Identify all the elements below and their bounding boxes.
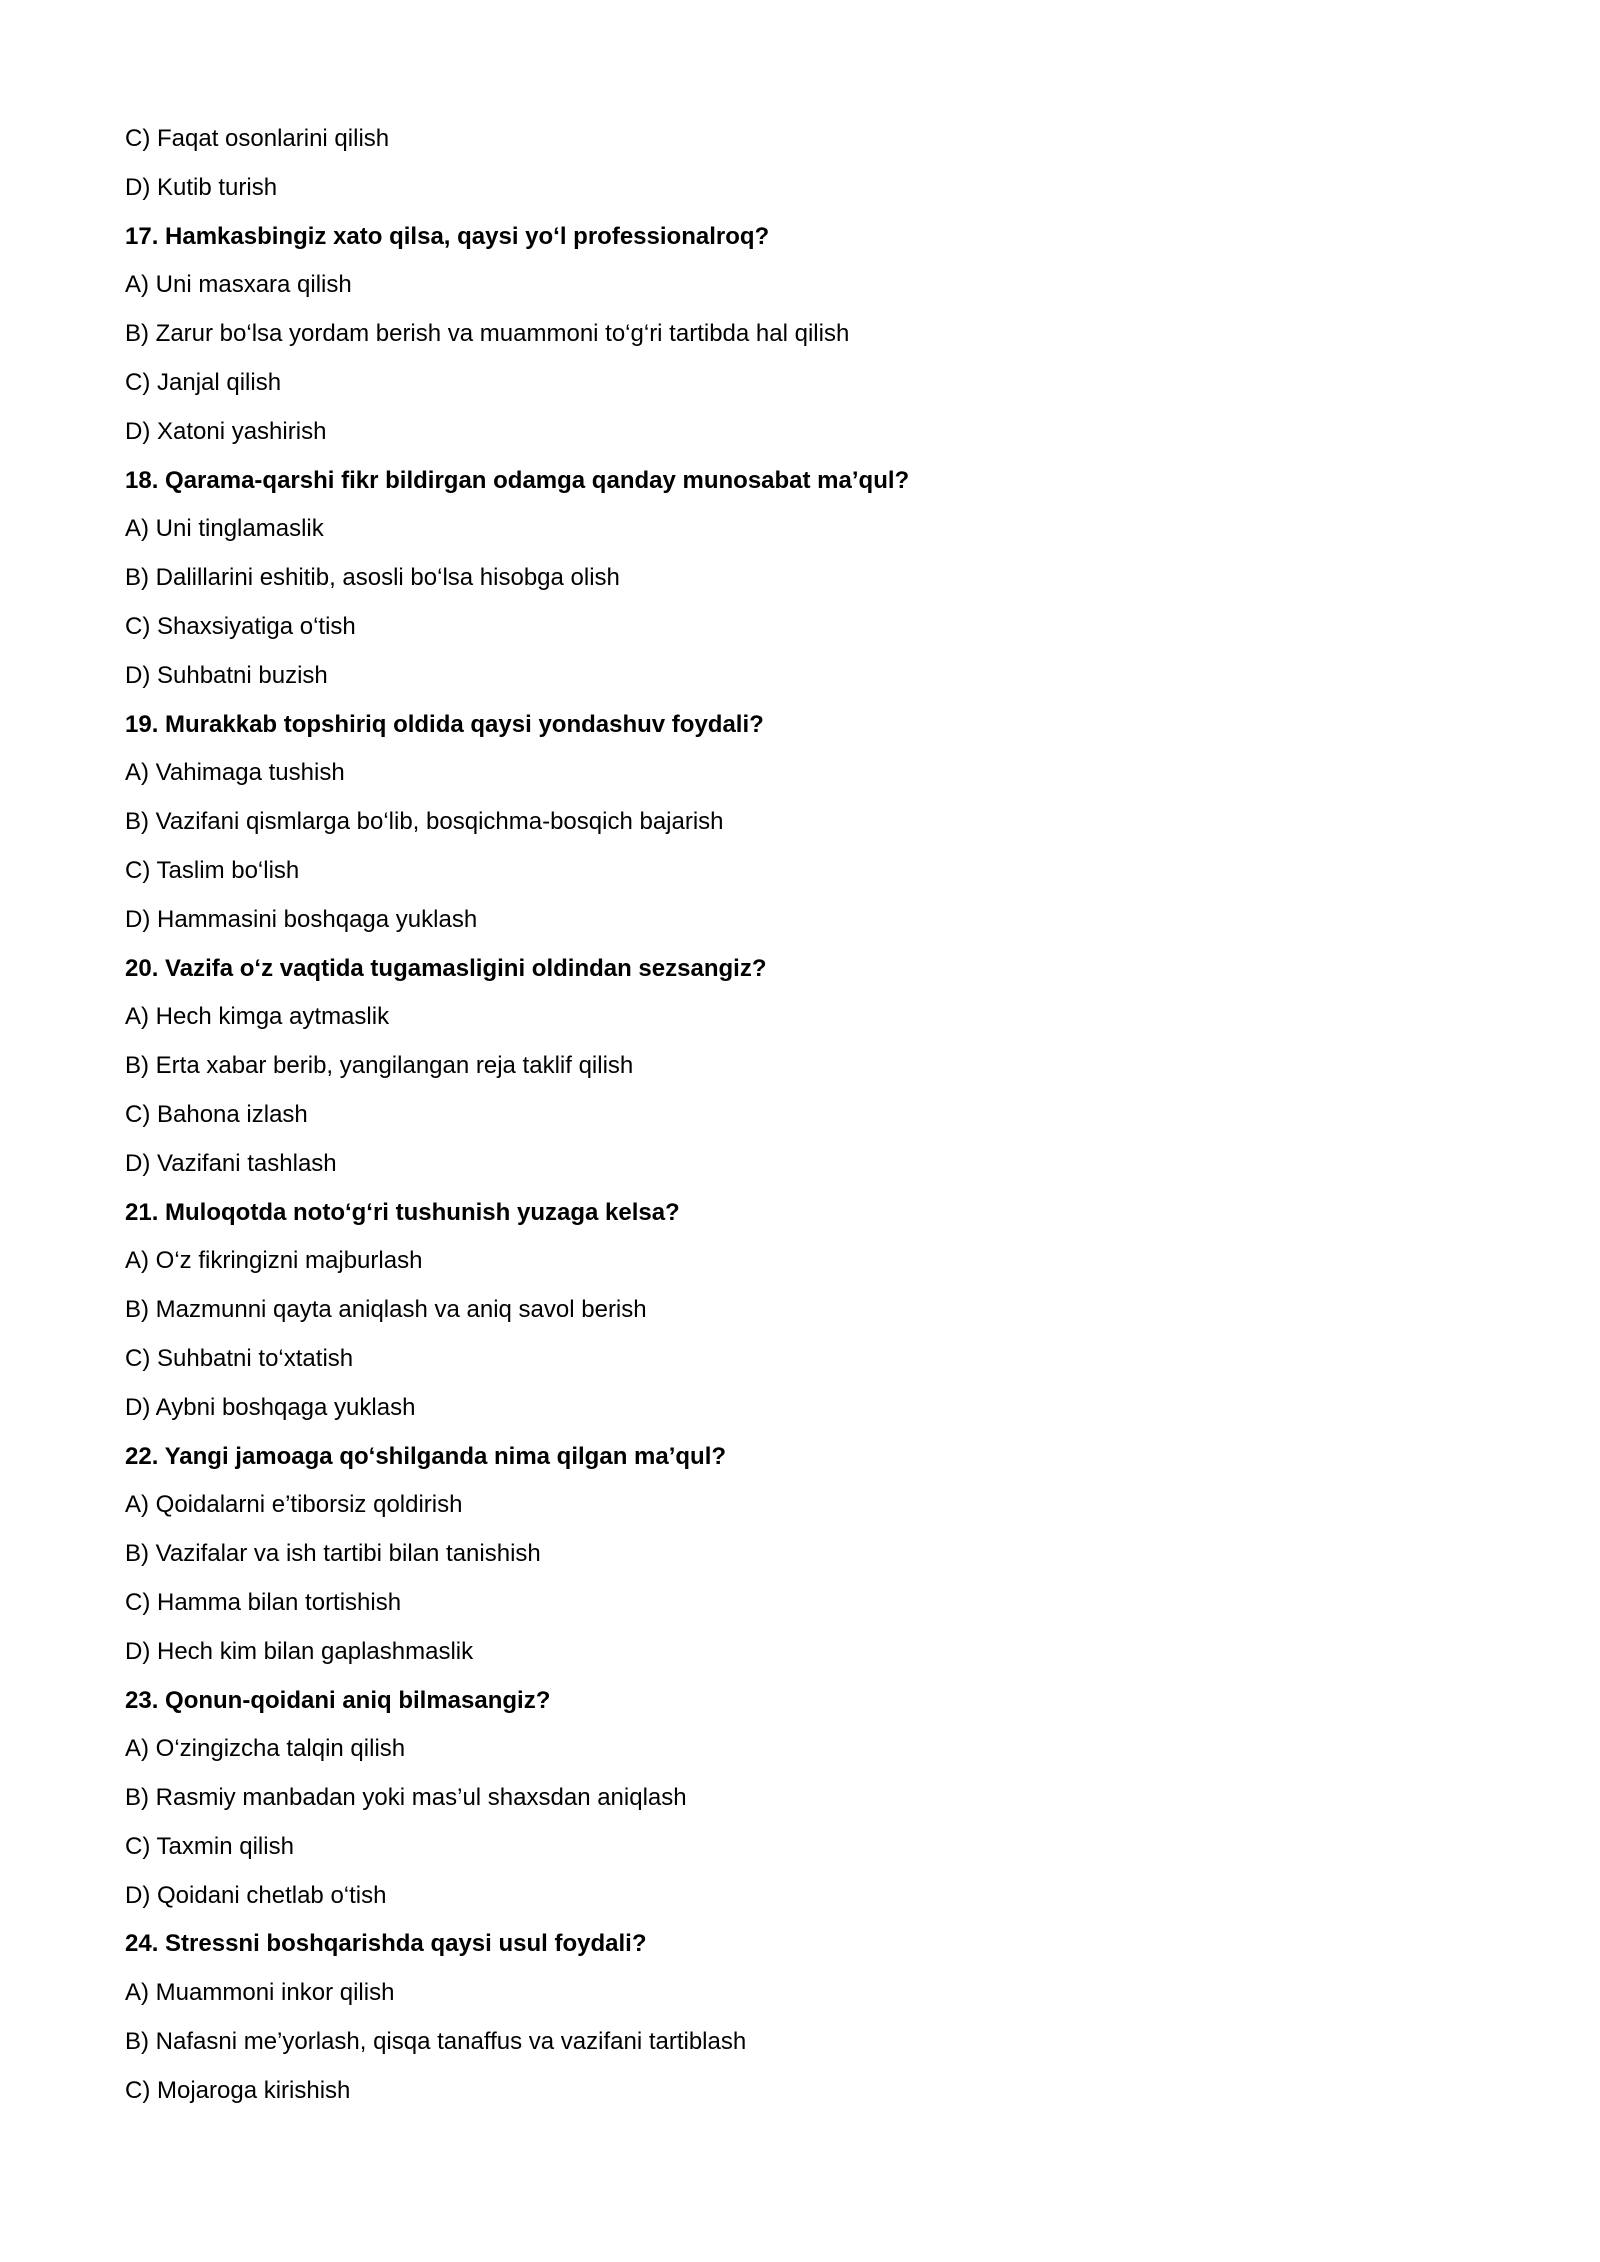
answer-option: D) Qoidani chetlab o‘tish (125, 1881, 387, 1909)
question-heading: 20. Vazifa o‘z vaqtida tugamasligini oldindan sezsangiz? (125, 954, 767, 982)
answer-option: D) Xatoni yashirish (125, 417, 327, 445)
answer-option: D) Kutib turish (125, 173, 278, 201)
answer-option: D) Vazifani tashlash (125, 1149, 337, 1177)
answer-option: C) Faqat osonlarini qilish (125, 125, 390, 152)
answer-option: C) Shaxsiyatiga o‘tish (125, 612, 356, 640)
question-heading: 19. Murakkab topshiriq oldida qaysi yondashuv foydali? (125, 710, 764, 738)
answer-option: A) O‘zingizcha talqin qilish (125, 1735, 406, 1763)
answer-option: C) Hamma bilan tortishish (125, 1588, 402, 1616)
question-list (125, 124, 909, 2125)
answer-option: C) Suhbatni to‘xtatish (125, 1344, 354, 1372)
answer-option: D) Aybni boshqaga yuklash (125, 1393, 416, 1421)
question-heading: 17. Hamkasbingiz xato qilsa, qaysi yo‘l professionalroq? (125, 222, 770, 250)
answer-option: C) Janjal qilish (125, 368, 282, 396)
answer-option: B) Vazifalar va ish tartibi bilan tanishish (125, 1540, 541, 1568)
answer-option: B) Erta xabar berib, yangilangan reja taklif qilish (125, 1052, 634, 1080)
answer-option: A) O‘z fikringizni majburlash (125, 1247, 423, 1275)
answer-option: B) Nafasni me’yorlash, qisqa tanaffus va vazifani tartiblash (125, 2028, 747, 2056)
answer-option: D) Hech kim bilan gaplashmaslik (125, 1637, 474, 1665)
answer-option: A) Uni masxara qilish (125, 271, 352, 299)
question-heading: 18. Qarama-qarshi fikr bildirgan odamga qanday munosabat ma’qul? (125, 466, 910, 494)
answer-option: A) Qoidalarni e’tiborsiz qoldirish (125, 1491, 463, 1519)
answer-option: C) Bahona izlash (125, 1100, 308, 1128)
answer-option: B) Dalillarini eshitib, asosli bo‘lsa hisobga olish (125, 564, 620, 592)
answer-option: D) Suhbatni buzish (125, 661, 328, 689)
answer-option: C) Taxmin qilish (125, 1832, 294, 1860)
answer-option: A) Vahimaga tushish (125, 759, 345, 787)
answer-option: A) Hech kimga aytmaslik (125, 1003, 390, 1031)
answer-option: C) Taslim bo‘lish (125, 856, 300, 884)
question-heading: 21. Muloqotda noto‘g‘ri tushunish yuzaga kelsa? (125, 1198, 680, 1226)
question-heading: 24. Stressni boshqarishda qaysi usul foydali? (125, 1930, 647, 1958)
answer-option: A) Uni tinglamaslik (125, 515, 324, 543)
answer-option: D) Hammasini boshqaga yuklash (125, 905, 478, 933)
question-heading: 23. Qonun-qoidani aniq bilmasangiz? (125, 1686, 551, 1714)
answer-option: B) Mazmunni qayta aniqlash va aniq savol berish (125, 1296, 647, 1324)
answer-option: A) Muammoni inkor qilish (125, 1979, 395, 2007)
answer-option: B) Vazifani qismlarga bo‘lib, bosqichma-bosqich bajarish (125, 808, 724, 836)
answer-option: B) Zarur bo‘lsa yordam berish va muammoni to‘g‘ri tartibda hal qilish (125, 320, 850, 348)
answer-option: B) Rasmiy manbadan yoki mas’ul shaxsdan aniqlash (125, 1784, 687, 1812)
question-heading: 22. Yangi jamoaga qo‘shilganda nima qilgan ma’qul? (125, 1442, 727, 1470)
answer-option: C) Mojaroga kirishish (125, 2076, 351, 2104)
